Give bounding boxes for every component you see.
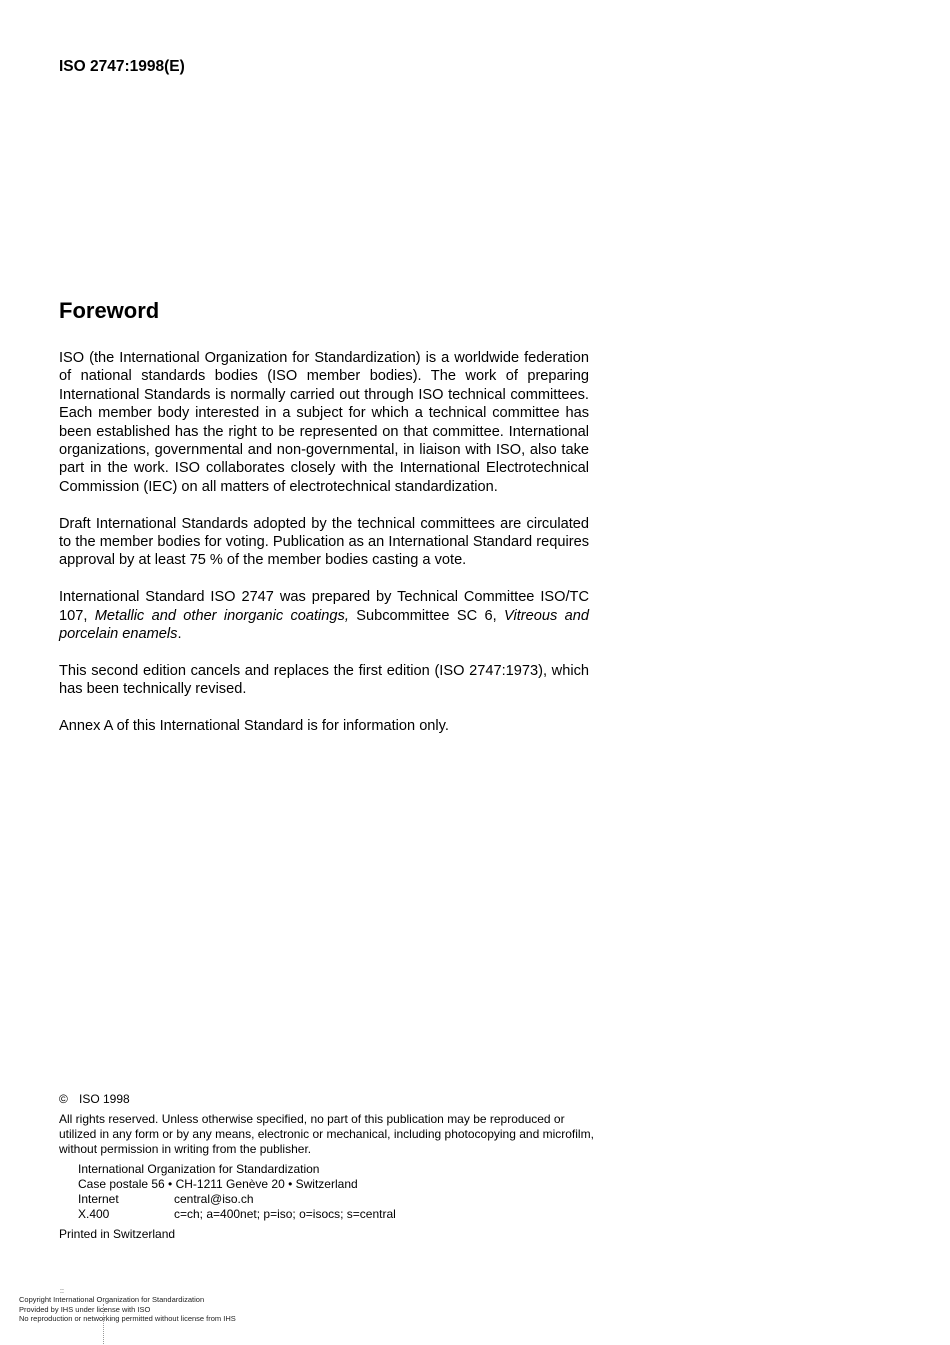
foreword-paragraph-4: This second edition cancels and replaces the first edition (ISO 2747:1973), which has been technically revised. [59,662,589,698]
publisher-name: International Organization for Standardization [78,1162,320,1176]
internet-label: Internet [78,1192,119,1206]
printed-in: Printed in Switzerland [59,1227,176,1241]
paragraph-3-text-c: . [177,626,182,643]
copyright-line [59,1092,599,1107]
paragraph-3-text-b: Subcommittee SC 6, [348,607,505,624]
document-id: ISO 2747:1998(E) [59,58,185,75]
committee-title: Metallic and other inorganic coatings, [94,607,349,624]
x400-value: c=ch; a=400net; p=iso; o=isocs; s=central [174,1207,396,1221]
x400-label: X.400 [78,1207,110,1221]
foreword-paragraph-2: Draft International Standards adopted by the technical committees are circulated to the member bodies for voting. Publication as an International Standard requires approval by at least 75 % of the member bodies casting a vote. [59,515,589,569]
paragraph-3-text-a: International Standard ISO 2747 was prepared by Technical Committee ISO/TC 107, [59,589,589,624]
copyright-year: ISO 1998 [79,1092,130,1106]
rights-statement: All rights reserved. Unless otherwise specified, no part of this publication may be reproduced or utilized in any form or by any means, electronic or mechanical, including photocopying and microfilm, without permission in writing from the publisher. [59,1112,594,1156]
x400-row [78,1207,599,1222]
foreword-paragraph-1: ISO (the International Organization for Standardization) is a worldwide federation of national standards bodies (ISO member bodies). The work of preparing International Standards is normally carried out through ISO technical committees. Each member body interested in a subject for which a technical committee has been established has the right to be represented on that committee. International organizations, governmental and non-governmental, in liaison with ISO, also take part in the work. ISO collaborates closely with the International Electrotechnical Commission (IEC) on all matters of electrotechnical standardization. [59,350,589,495]
subcommittee-title: Vitreous and porcelain enamels [59,607,589,643]
internet-row [78,1192,599,1207]
license-footer [19,1295,236,1324]
license-line-3: No reproduction or networking permitted without license from IHS [19,1314,236,1324]
license-line-2: Provided by IHS under license with ISO [19,1304,151,1314]
internet-value: central@iso.ch [174,1192,254,1206]
foreword-paragraph-5: Annex A of this International Standard is for information only. [59,718,449,735]
license-line-1: Copyright International Organization for Standardization [19,1295,205,1304]
copyright-icon: © [59,1092,68,1106]
foreword-title: Foreword [59,298,160,323]
postal-address: Case postale 56 • CH-1211 Genève 20 • Switzerland [78,1177,358,1191]
publisher-address [78,1162,599,1222]
footer-dots: :: [60,1288,64,1295]
foreword-paragraph-3 [59,588,589,643]
copyright-block [59,1092,599,1242]
foreword-body [59,349,589,735]
